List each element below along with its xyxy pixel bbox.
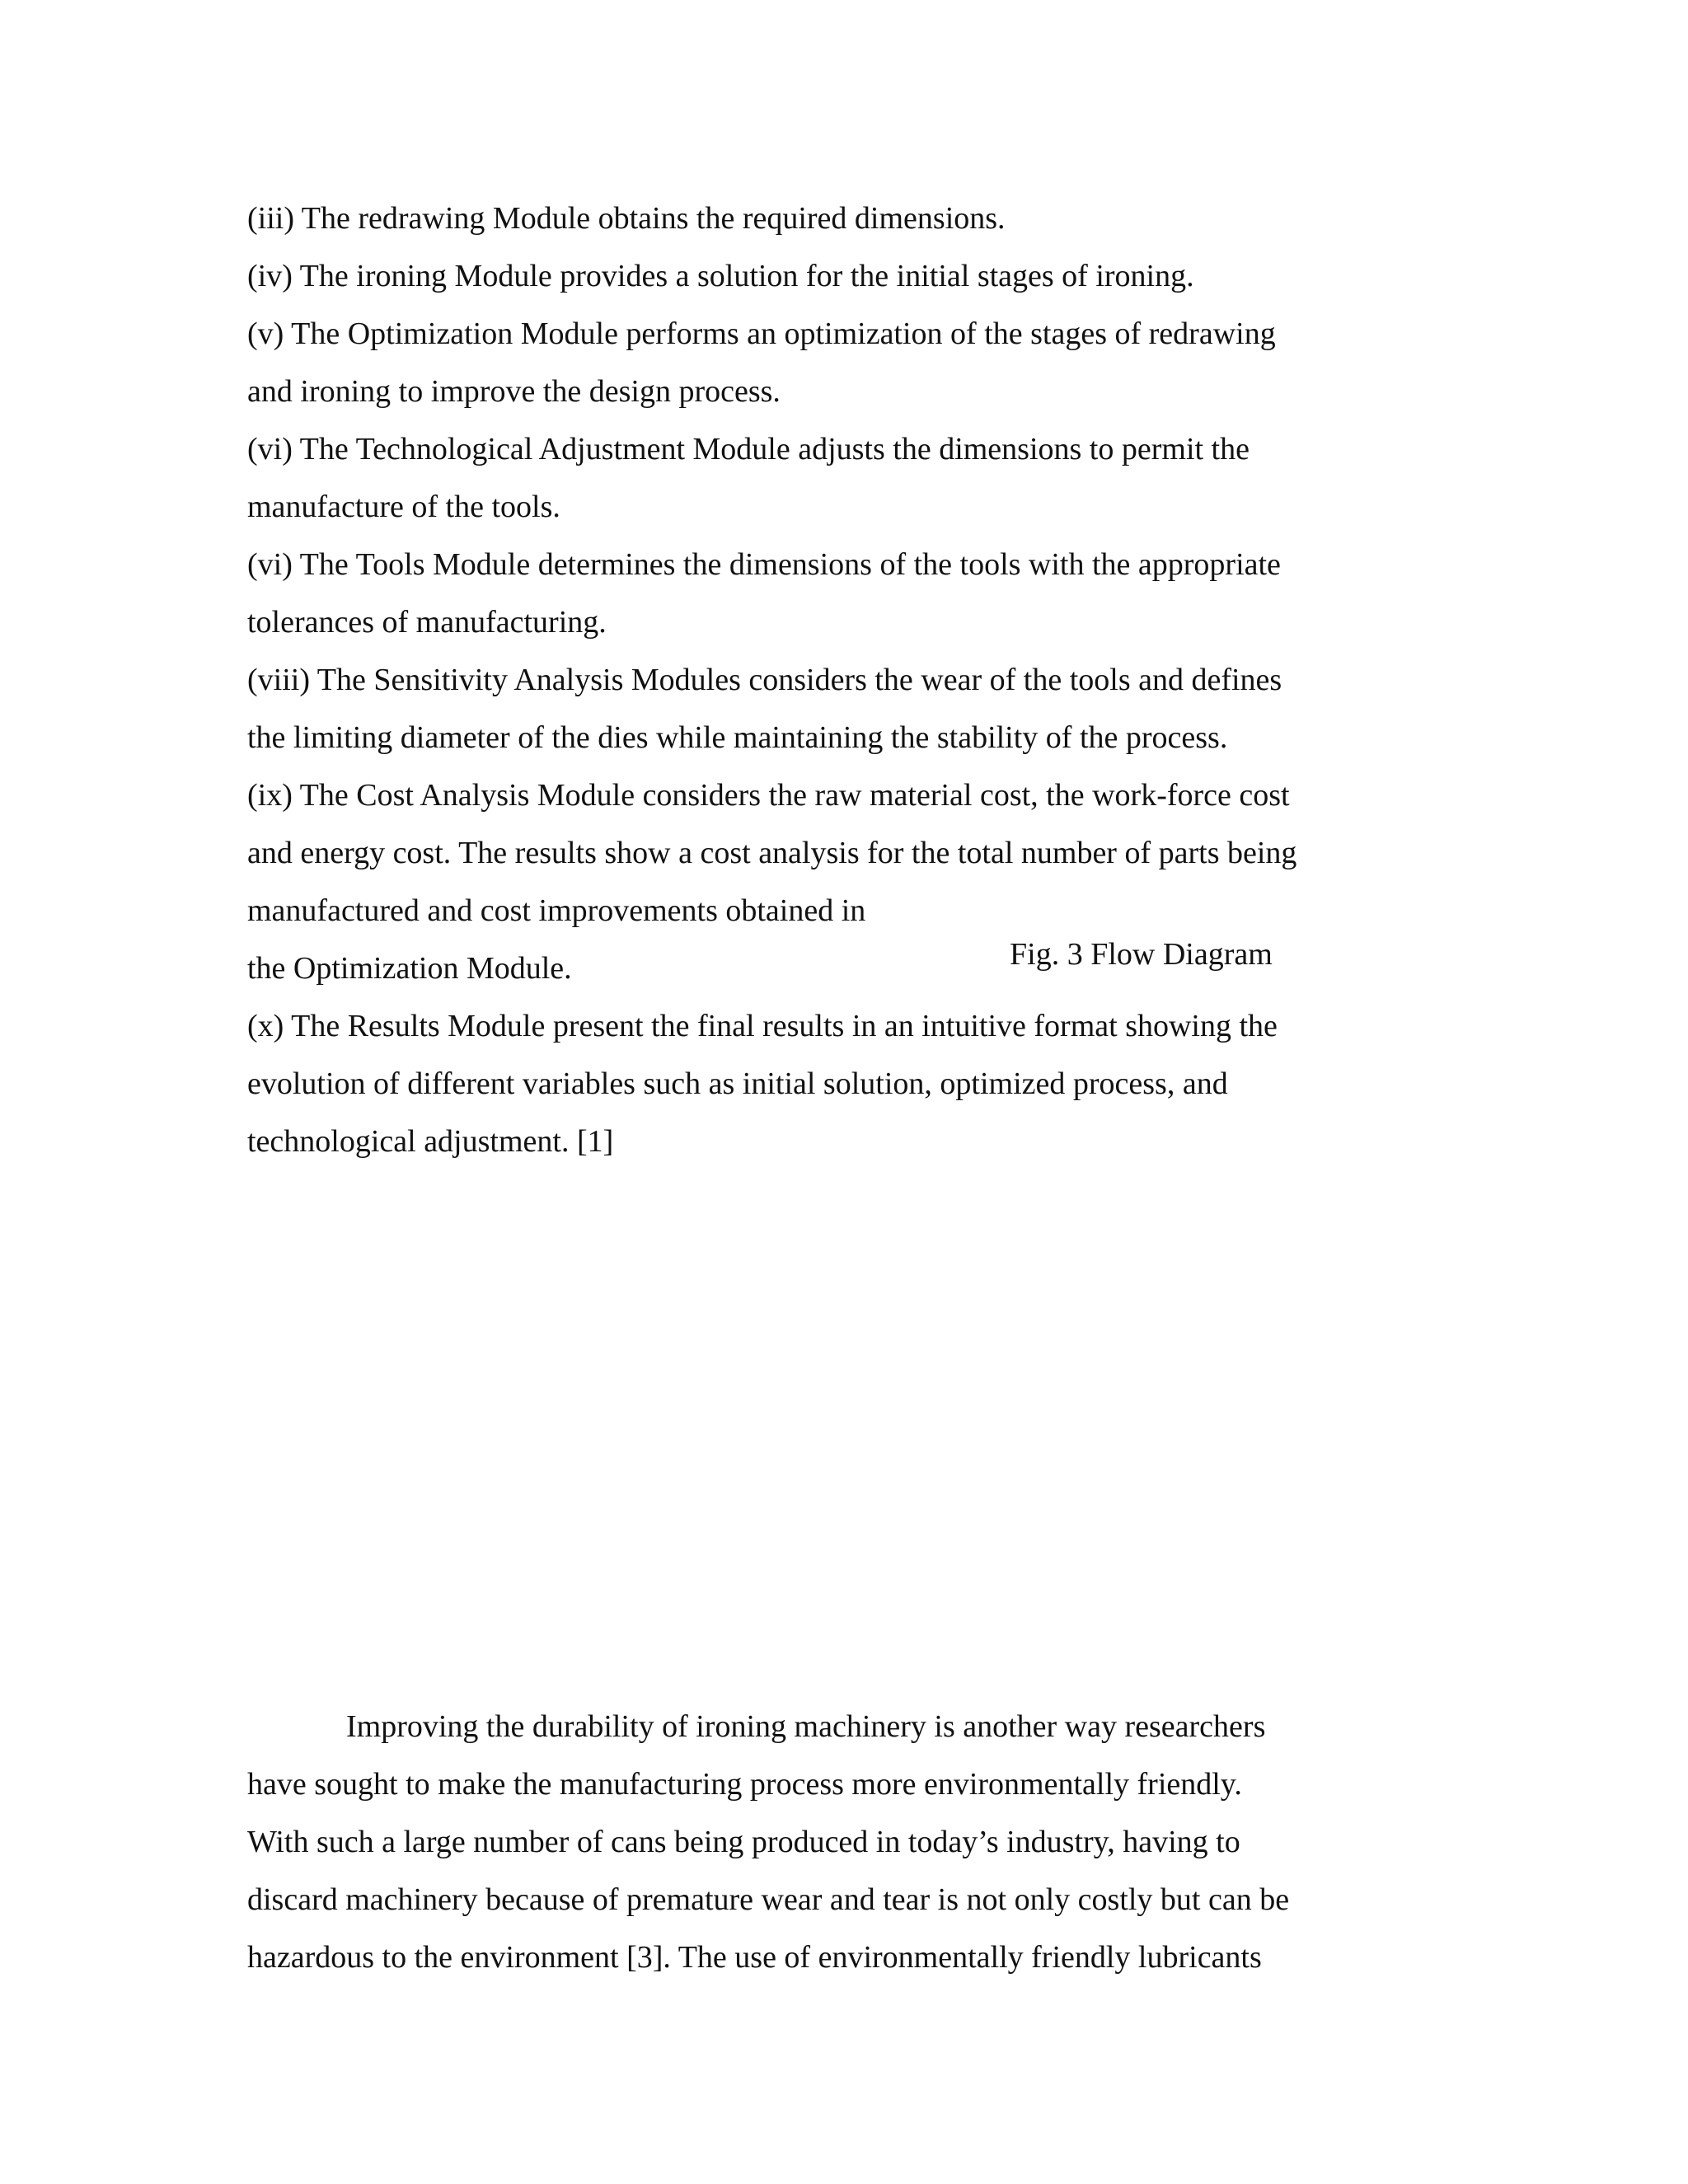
text-line: (x) The Results Module present the final results in an intuitive format showing the [247, 1009, 1278, 1043]
figure-caption: Fig. 3 Flow Diagram [1010, 937, 1273, 972]
text-line: tolerances of manufacturing. [247, 605, 607, 640]
text-line: (viii) The Sensitivity Analysis Modules considers the wear of the tools and defines [247, 663, 1282, 697]
text-line: evolution of different variables such as initial solution, optimized process, and [247, 1066, 1228, 1101]
text-line: and energy cost. The results show a cost analysis for the total number of parts being [247, 836, 1297, 870]
text-line: (v) The Optimization Module performs an optimization of the stages of redrawing [247, 316, 1276, 351]
text-line: (iv) The ironing Module provides a solution for the initial stages of ironing. [247, 259, 1194, 293]
paragraph-line: hazardous to the environment [3]. The use of environmentally friendly lubricants [247, 1940, 1262, 1975]
text-line: (vi) The Technological Adjustment Module adjusts the dimensions to permit the [247, 432, 1250, 466]
text-line: technological adjustment. [1] [247, 1124, 614, 1159]
text-line: manufacture of the tools. [247, 490, 560, 524]
text-line: (ix) The Cost Analysis Module considers the raw material cost, the work-force cost [247, 778, 1290, 813]
text-line: and ironing to improve the design process. [247, 374, 781, 409]
paragraph-line: have sought to make the manufacturing process more environmentally friendly. [247, 1767, 1242, 1802]
paragraph-line: Improving the durability of ironing machinery is another way researchers [346, 1709, 1266, 1744]
paragraph-line: With such a large number of cans being produced in today’s industry, having to [247, 1825, 1240, 1859]
text-line: (iii) The redrawing Module obtains the required dimensions. [247, 201, 1006, 236]
text-line: manufactured and cost improvements obtained in [247, 893, 866, 928]
text-line: the Optimization Module. [247, 951, 572, 986]
text-line: (vi) The Tools Module determines the dimensions of the tools with the appropriate [247, 547, 1281, 582]
paragraph-line: discard machinery because of premature wear and tear is not only costly but can be [247, 1882, 1290, 1917]
text-line: the limiting diameter of the dies while maintaining the stability of the process. [247, 720, 1228, 755]
